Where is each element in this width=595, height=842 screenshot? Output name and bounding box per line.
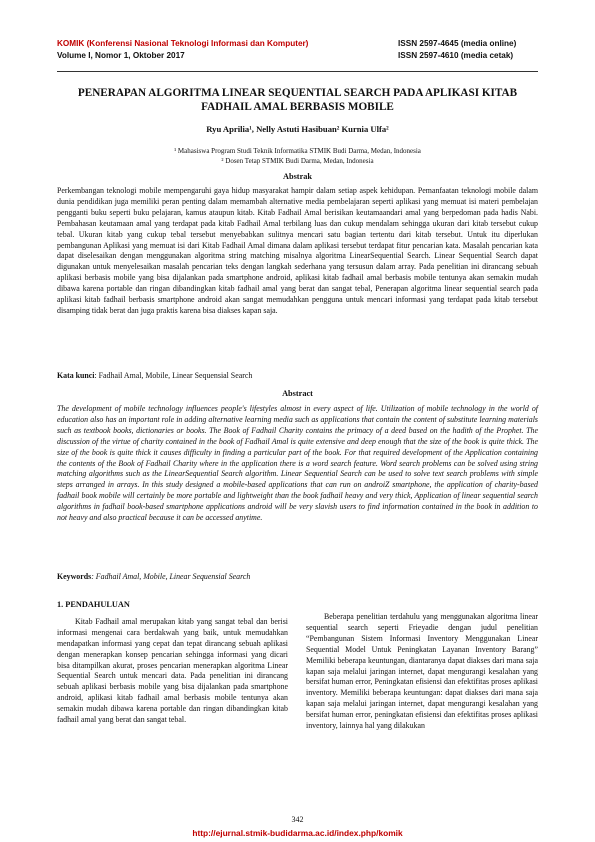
abstrak-heading: Abstrak	[282, 172, 313, 181]
issn-online: ISSN 2597-4645 (media online)	[398, 39, 517, 48]
paper-title: PENERAPAN ALGORITMA LINEAR SEQUENTIAL SEARCH PADA APLIKASI KITAB FADHAIL AMAL BERBASIS MOBILE	[77, 87, 518, 113]
affiliation-1: ¹ Mahasiswa Program Studi Teknik Informatika STMIK Budi Darma, Medan, Indonesia	[174, 147, 421, 155]
page-number: 342	[291, 815, 304, 824]
journal-volume: Volume I, Nomor 1, Oktober 2017	[57, 51, 185, 60]
keywords-label: Keywords	[57, 572, 92, 581]
journal-url[interactable]: http://ejurnal.stmik-budidarma.ac.id/index.php/komik	[192, 828, 403, 838]
affiliations	[57, 147, 538, 166]
paper-authors: Ryu Aprilia¹, Nelly Astuti Hasibuan² Kurnia Ulfa²	[206, 124, 389, 134]
kata-kunci	[57, 371, 538, 380]
kata-kunci-label: Kata kunci	[57, 371, 95, 380]
abstrak-text: Perkembangan teknologi mobile mempengaruhi gaya hidup masyarakat hampir dalam setiap aspek kehidupan. Pemanfaatan teknologi mobile dalam dunia pendidikan juga memiliki peran penting dalam memambah alternative media pembelajaran seperti aplikasi yang memuat isi materi pembelajan pengganti buku seperti buku pelajaran, kamus ataupun kitab. Kitab Fadhail Amal berisikan keutamaandari amal yang berpedoman pada hadis Nabi. Pembahasan keutamaan amal yang terdapat pada kitab Fadhail Amal terbilang luas dan cukup mendalam sehingga ukuran dari kitab tersebut cukup tebal. Ukuran kitab yang cukup tebal tersebut menyebabkan sulitnya mencari satu bagian tertentu dari kitab tersebut. Untuk itu diperlukan pembangunan Aplikasi yang memuat isi dari Kitab Fadhail Amal dimana dalam aplikasi tersebut terdapat fitur pencarian kata. Masalah pencarian kata dapat diselesaikan dengan menggunakan algoritma string matching misalnya algoritma LinearSequential Search. Linear Sequential Search dapat digunakan untuk menyelesaikan masalah pencarian teks dengan langkah sederhana yang tersusun dalam array. Pada penelitian ini dirancang sebuah aplikasi berbasis mobile yang bisa dijalankan pada smartphone android, aplikasi kitab fadhail amal berbasis mobile tentunya akan semakin mudah dibawa karena portable dan ringan dibandingkan kitab fadhail amal yang berat dan sangat tebal, Penerapan algoritma linear sequential search pada aplikasi kitab fadhail berbasis smartphone android akan sangat memudahkan pengguna untuk mencari informasi yang terdapat pada kitab tersebut disamping tidak berat dan juga praktis karena bisa diakses kapan saja.	[57, 186, 538, 315]
abstract-heading: Abstract	[282, 389, 313, 398]
journal-name: KOMIK (Konferensi Nasional Teknologi Informasi dan Komputer)	[57, 39, 309, 48]
keywords-text: : Fadhail Amal, Mobile, Linear Sequensial Search	[91, 572, 251, 581]
running-header	[57, 38, 538, 62]
kata-kunci-text: : Fadhail Amal, Mobile, Linear Sequensial Search	[94, 371, 253, 380]
right-column	[306, 612, 538, 732]
affiliation-2: ² Dosen Tetap STMIK Budi Darma, Medan, Indonesia	[221, 156, 374, 165]
section-heading: 1. PENDAHULUAN	[57, 600, 130, 609]
related-work-paragraph: Beberapa penelitian terdahulu yang menggunakan algoritma linear sequential search seperti Frieyadie dengan judul penelitian “Pembangunan Sistem Informasi Inventory Menggunakan Linear Sequential Model Untuk Peningkatan Layanan Inventory Barang” Memiliki beberapa keuntungan, diantaranya dapat diakses dari mana saja kapan saja melalui jaringan internet, dapat mengurangi kesalahan yang bersifat human error, Peningkatan efisiensi dan efektifitas proses aplikasi inventory. Memiliki beberapa keuntungan: dapat diakses dari mana saja kapan saja melalui jaringan internet, dapat mengurangi kesalahan yang bersifat human error, peningkatan efisiensi dan efektifitas proses aplikasi inventory, lainnya hal yang dilakukan	[306, 612, 538, 731]
left-column	[57, 600, 288, 726]
keywords	[57, 572, 538, 581]
abstract-text: The development of mobile technology influences people's lifestyles almost in every aspect of life. Utilization of mobile technology in the world of education also has an important role in adding alternative learning media such as applications that contain the content of substitute learning materials such as textbook books, dictionaries or books. The Book of Fadhail Charity contains the primacy of a deed based on the hadith of the Prophet. The discussion of the virtue of charity contained in the book of Fadhail Amal is quite extensive and deep enough that the size of the book is quite thick. The size of the book is quite thick it causes difficulty in finding a particular part of the book. For that required development of the Application containing the contents of the Book of Fadhail Charity where in the application there is a word search feature. Word search problems can be solved using string matching algorithms such as the LinearSequential Search algorithm. Linear Sequential Search can be used to solve text search problems with simple steps arranged in arrays. In this study designed a mobile-based applications that can run on androiZ smartphone, the application of charity-based fadhail book mobile will certainly be more portable and lightweight than the book fadhail heavy and very thick, Application of linear sequential search algorithms in fadhail book-based smartphone applications android will be very slavish users to find information contained in the book in addition to not heavy and also practical because it can be accessed anytime.	[57, 404, 538, 523]
intro-paragraph: Kitab Fadhail amal merupakan kitab yang sangat tebal dan berisi informasi mengenai cara berdakwah yang baik, untuk memudahkan mendapatkan informasi yang cepat dan tepat dirancang sebuah aplikasi dengan menerapkan konsep pencarian sehingga informasi yang dicari bisa ditampilkan akurat, proses pencarian menerapkan algoritma Linear Sequential Search untuk mencari data. Pada penelitian ini dirancang sebuah aplikasi berbasis mobile yang bisa dijalankan pada smartphone android, aplikasi kitab fadhail amal berbasis mobile tentunya akan semakin mudah dibawa karena portable dan ringan dibandingkan kitab fadhail amal yang berat dan sangat tebal.	[57, 616, 288, 725]
header-rule	[57, 71, 538, 72]
issn-print: ISSN 2597-4610 (media cetak)	[398, 51, 514, 60]
